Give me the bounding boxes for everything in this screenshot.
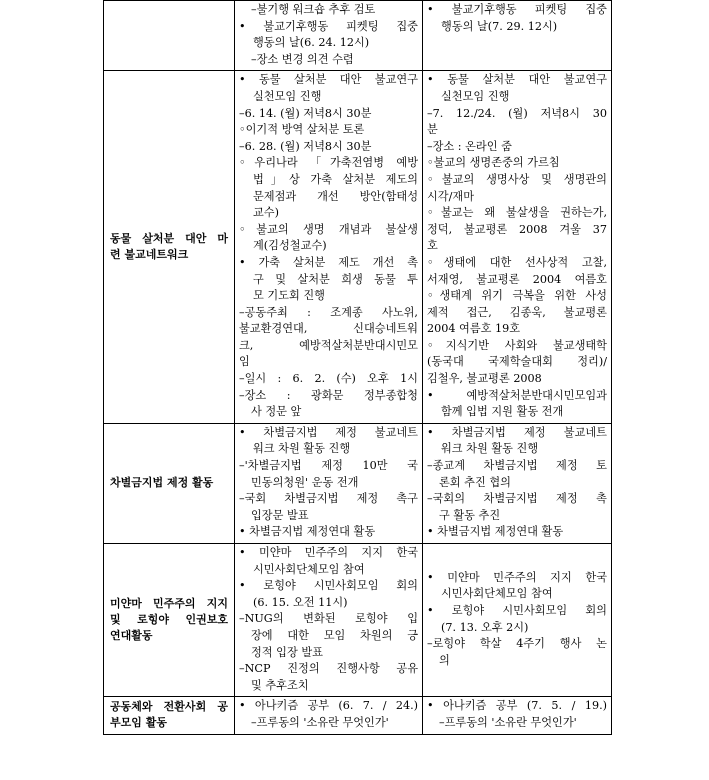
cell-text-line: –공동주최 : 조계종 사노위, (239, 305, 418, 319)
cell-text-line: 불교환경연대, 신대승네트워 (239, 322, 418, 336)
cell-text-line: –프루동의 '소유란 무엇인가' (439, 715, 577, 729)
cell-text-line: –장소 : 광화문 정부종합청 (239, 388, 418, 402)
cell-text-line: 실천모임 진행 (253, 89, 322, 103)
cell-text-line: 행동의 날(6. 24. 12시) (253, 36, 370, 50)
table-row (104, 697, 612, 734)
cell-text-line: 정덕, 불교평론 2008 겨울 37 (427, 222, 607, 236)
cell-text-line: –불기행 워크숍 추후 검토 (251, 3, 376, 16)
previous-activity-cell (235, 697, 423, 734)
cell-text-line: 구 활동 추진 (439, 508, 501, 522)
cell-text-line: 장에 대한 모임 차원의 긍 (251, 628, 418, 642)
current-activity-cell (423, 697, 612, 734)
cell-text-line: –프루동의 '소유란 무엇인가' (251, 715, 389, 729)
cell-text-line: ◦생태에 대한 선사상적 고찰, (427, 255, 607, 269)
cell-text-line: • 불교기후행동 피켓팅 집중 (239, 19, 418, 33)
row-label-cell (104, 423, 235, 543)
cell-text-line: 워크 차원 활동 진행 (441, 442, 539, 456)
cell-text-line: –일시 : 6. 2. (수) 오후 1시 (239, 372, 418, 386)
cell-text-line: ◦불교의 생명존중의 가르침 (427, 156, 560, 170)
cell-text-line: 교수) (253, 206, 279, 220)
row-label-cell (104, 1, 235, 71)
cell-text-line: –6. 14. (월) 저녁8시 30분 (239, 106, 372, 120)
cell-text-line: • 가축 살처분 제도 개선 촉 (239, 255, 418, 269)
cell-text-line: 김철우, 불교평론 2008 (427, 372, 542, 386)
cell-text-line: 법」상 가축 살처분 제도의 (253, 172, 418, 186)
cell-text-line: ◦생태계 위기 극복을 위한 사성 (427, 289, 607, 303)
cell-text-line: 구 및 살처분 희생 동물 투 (253, 272, 418, 286)
current-activity-cell (423, 423, 612, 543)
cell-text-line: • 불교기후행동 피켓팅 집중 (427, 3, 607, 16)
current-activity-cell (423, 71, 612, 423)
cell-text-line: 크, 예방적살처분반대시민모 (239, 338, 418, 352)
cell-text-line: 호 (427, 239, 438, 253)
cell-text-line: 함께 입법 지원 활동 전개 (441, 405, 564, 419)
cell-text-line: • 동물 살처분 대안 불교연구 (427, 73, 607, 87)
cell-text-line: • 차별금지법 제정 불교네트 (239, 425, 418, 439)
cell-text-line: ◦불교의 생명사상 및 생명관의 (427, 172, 607, 186)
table-row (104, 544, 612, 697)
cell-text-line: (6. 15. 오전 11시) (253, 595, 348, 609)
current-activity-cell (423, 1, 612, 71)
cell-text-line: ◦우리나라 「가축전염병 예방 (239, 156, 418, 170)
cell-text-line: 서재영, 불교평론 2004 여름호 (427, 272, 607, 286)
cell-text-line: –7. 12./24. (월) 저녁8시 30 (427, 106, 607, 120)
cell-text-line: 모 기도회 진행 (253, 289, 325, 303)
cell-text-line: ◦불교는 왜 불살생을 권하는가, (427, 206, 607, 220)
cell-text-line: –국회의 차별금지법 제정 촉 (427, 492, 607, 506)
cell-text-line: 민동의청원' 운동 전개 (251, 475, 359, 489)
cell-text-line: –'차별금지법 제정 10만 국 (239, 459, 418, 473)
cell-text-line: 정적 입장 발표 (251, 645, 323, 659)
cell-text-line: • 예방적살처분반대시민모임과 (427, 388, 607, 402)
cell-text-line: –NCP 진정의 진행사항 공유 (239, 662, 418, 676)
cell-text-line: 워크 차원 활동 진행 (253, 442, 351, 456)
cell-text-line: 시각/재마 (427, 189, 474, 203)
cell-text-line: –장소 : 온라인 줌 (427, 139, 512, 153)
cell-text-line: • 동물 살처분 대안 불교연구 (239, 73, 418, 87)
previous-activity-cell (235, 544, 423, 697)
cell-text-line: 시민사회단체모임 참여 (253, 562, 365, 576)
table-row (104, 1, 612, 71)
cell-text-line: –장소 변경 의견 수렴 (251, 52, 354, 66)
cell-text-line: ◦이기적 방역 살처분 토론 (239, 123, 365, 137)
current-activity-cell (423, 544, 612, 697)
cell-text-line: 행동의 날(7. 29. 12시) (441, 19, 558, 33)
cell-text-line: 론회 추진 협의 (439, 475, 511, 489)
cell-text-line: • 차별금지법 제정 불교네트 (427, 425, 607, 439)
row-label-line: 련 불교네트워크 (110, 248, 189, 262)
previous-activity-cell (235, 1, 423, 71)
cell-text-line: 분 (427, 123, 438, 137)
cell-text-line: • 미얀마 민주주의 지지 한국 (239, 546, 418, 559)
table-row (104, 423, 612, 543)
cell-text-line: • 차별금지법 제정연대 활동 (239, 525, 376, 539)
row-label-line: 공동체와 전환사회 공 (110, 700, 228, 714)
cell-text-line: • 미얀마 민주주의 지지 한국 (427, 570, 607, 584)
cell-text-line: 사 정문 앞 (251, 405, 302, 419)
cell-text-line: • 로힝야 시민사회모임 회의 (239, 579, 418, 593)
cell-text-line: 입장문 발표 (251, 508, 309, 522)
cell-text-line: –국회 차별금지법 제정 촉구 (239, 492, 418, 506)
cell-text-line: 임 (239, 355, 250, 369)
row-label-line: 미얀마 민주주의 지지 (110, 597, 228, 611)
cell-text-line: ◦지식기반 사회와 불교생태학 (427, 338, 607, 352)
cell-text-line: 의 (439, 653, 450, 667)
row-label-line: 차별금지법 제정 활동 (110, 476, 214, 490)
table-row (104, 71, 612, 423)
cell-text-line: 실천모임 진행 (441, 89, 510, 103)
cell-text-line: • 로힝야 시민사회모임 회의 (427, 604, 607, 618)
cell-text-line: ◦불교의 생명 개념과 불살생 (239, 222, 418, 236)
previous-activity-cell (235, 423, 423, 543)
previous-activity-cell (235, 71, 423, 423)
cell-text-line: • 차별금지법 제정연대 활동 (427, 525, 564, 539)
row-label-line: 연대활동 (110, 629, 153, 643)
row-label-cell (104, 697, 235, 734)
row-label-line: 동물 살처분 대안 마 (110, 232, 228, 246)
cell-text-line: 문제점과 개선 방안(함태성 (253, 189, 418, 203)
row-label-line: 및 로힝야 인권보호 (110, 613, 228, 627)
row-label-cell (104, 544, 235, 697)
cell-text-line: • 아나키즘 공부 (7. 5. / 19.) (427, 699, 607, 713)
cell-text-line: • 아나키즘 공부 (6. 7. / 24.) (239, 699, 418, 713)
activity-report-table (103, 0, 612, 735)
cell-text-line: –NUG의 변화된 로힝야 입 (239, 612, 418, 626)
cell-text-line: (7. 13. 오후 2시) (441, 620, 529, 634)
cell-text-line: 2004 여름호 19호 (427, 322, 521, 336)
row-label-cell (104, 71, 235, 423)
cell-text-line: –로힝야 학살 4주기 행사 논 (427, 637, 607, 651)
cell-text-line: 제적 접근, 김종욱, 불교평론 (427, 305, 607, 319)
row-label-line: 부모임 활동 (110, 716, 167, 730)
cell-text-line: (동국대 국제학술대회 정리)/ (427, 355, 607, 369)
cell-text-line: 및 추후조치 (251, 678, 309, 692)
cell-text-line: –6. 28. (월) 저녁8시 30분 (239, 139, 372, 153)
cell-text-line: –종교계 차별금지법 제정 토 (427, 459, 607, 473)
cell-text-line: 시민사회단체모임 참여 (441, 587, 553, 601)
cell-text-line: 계(김성철교수) (253, 239, 327, 253)
